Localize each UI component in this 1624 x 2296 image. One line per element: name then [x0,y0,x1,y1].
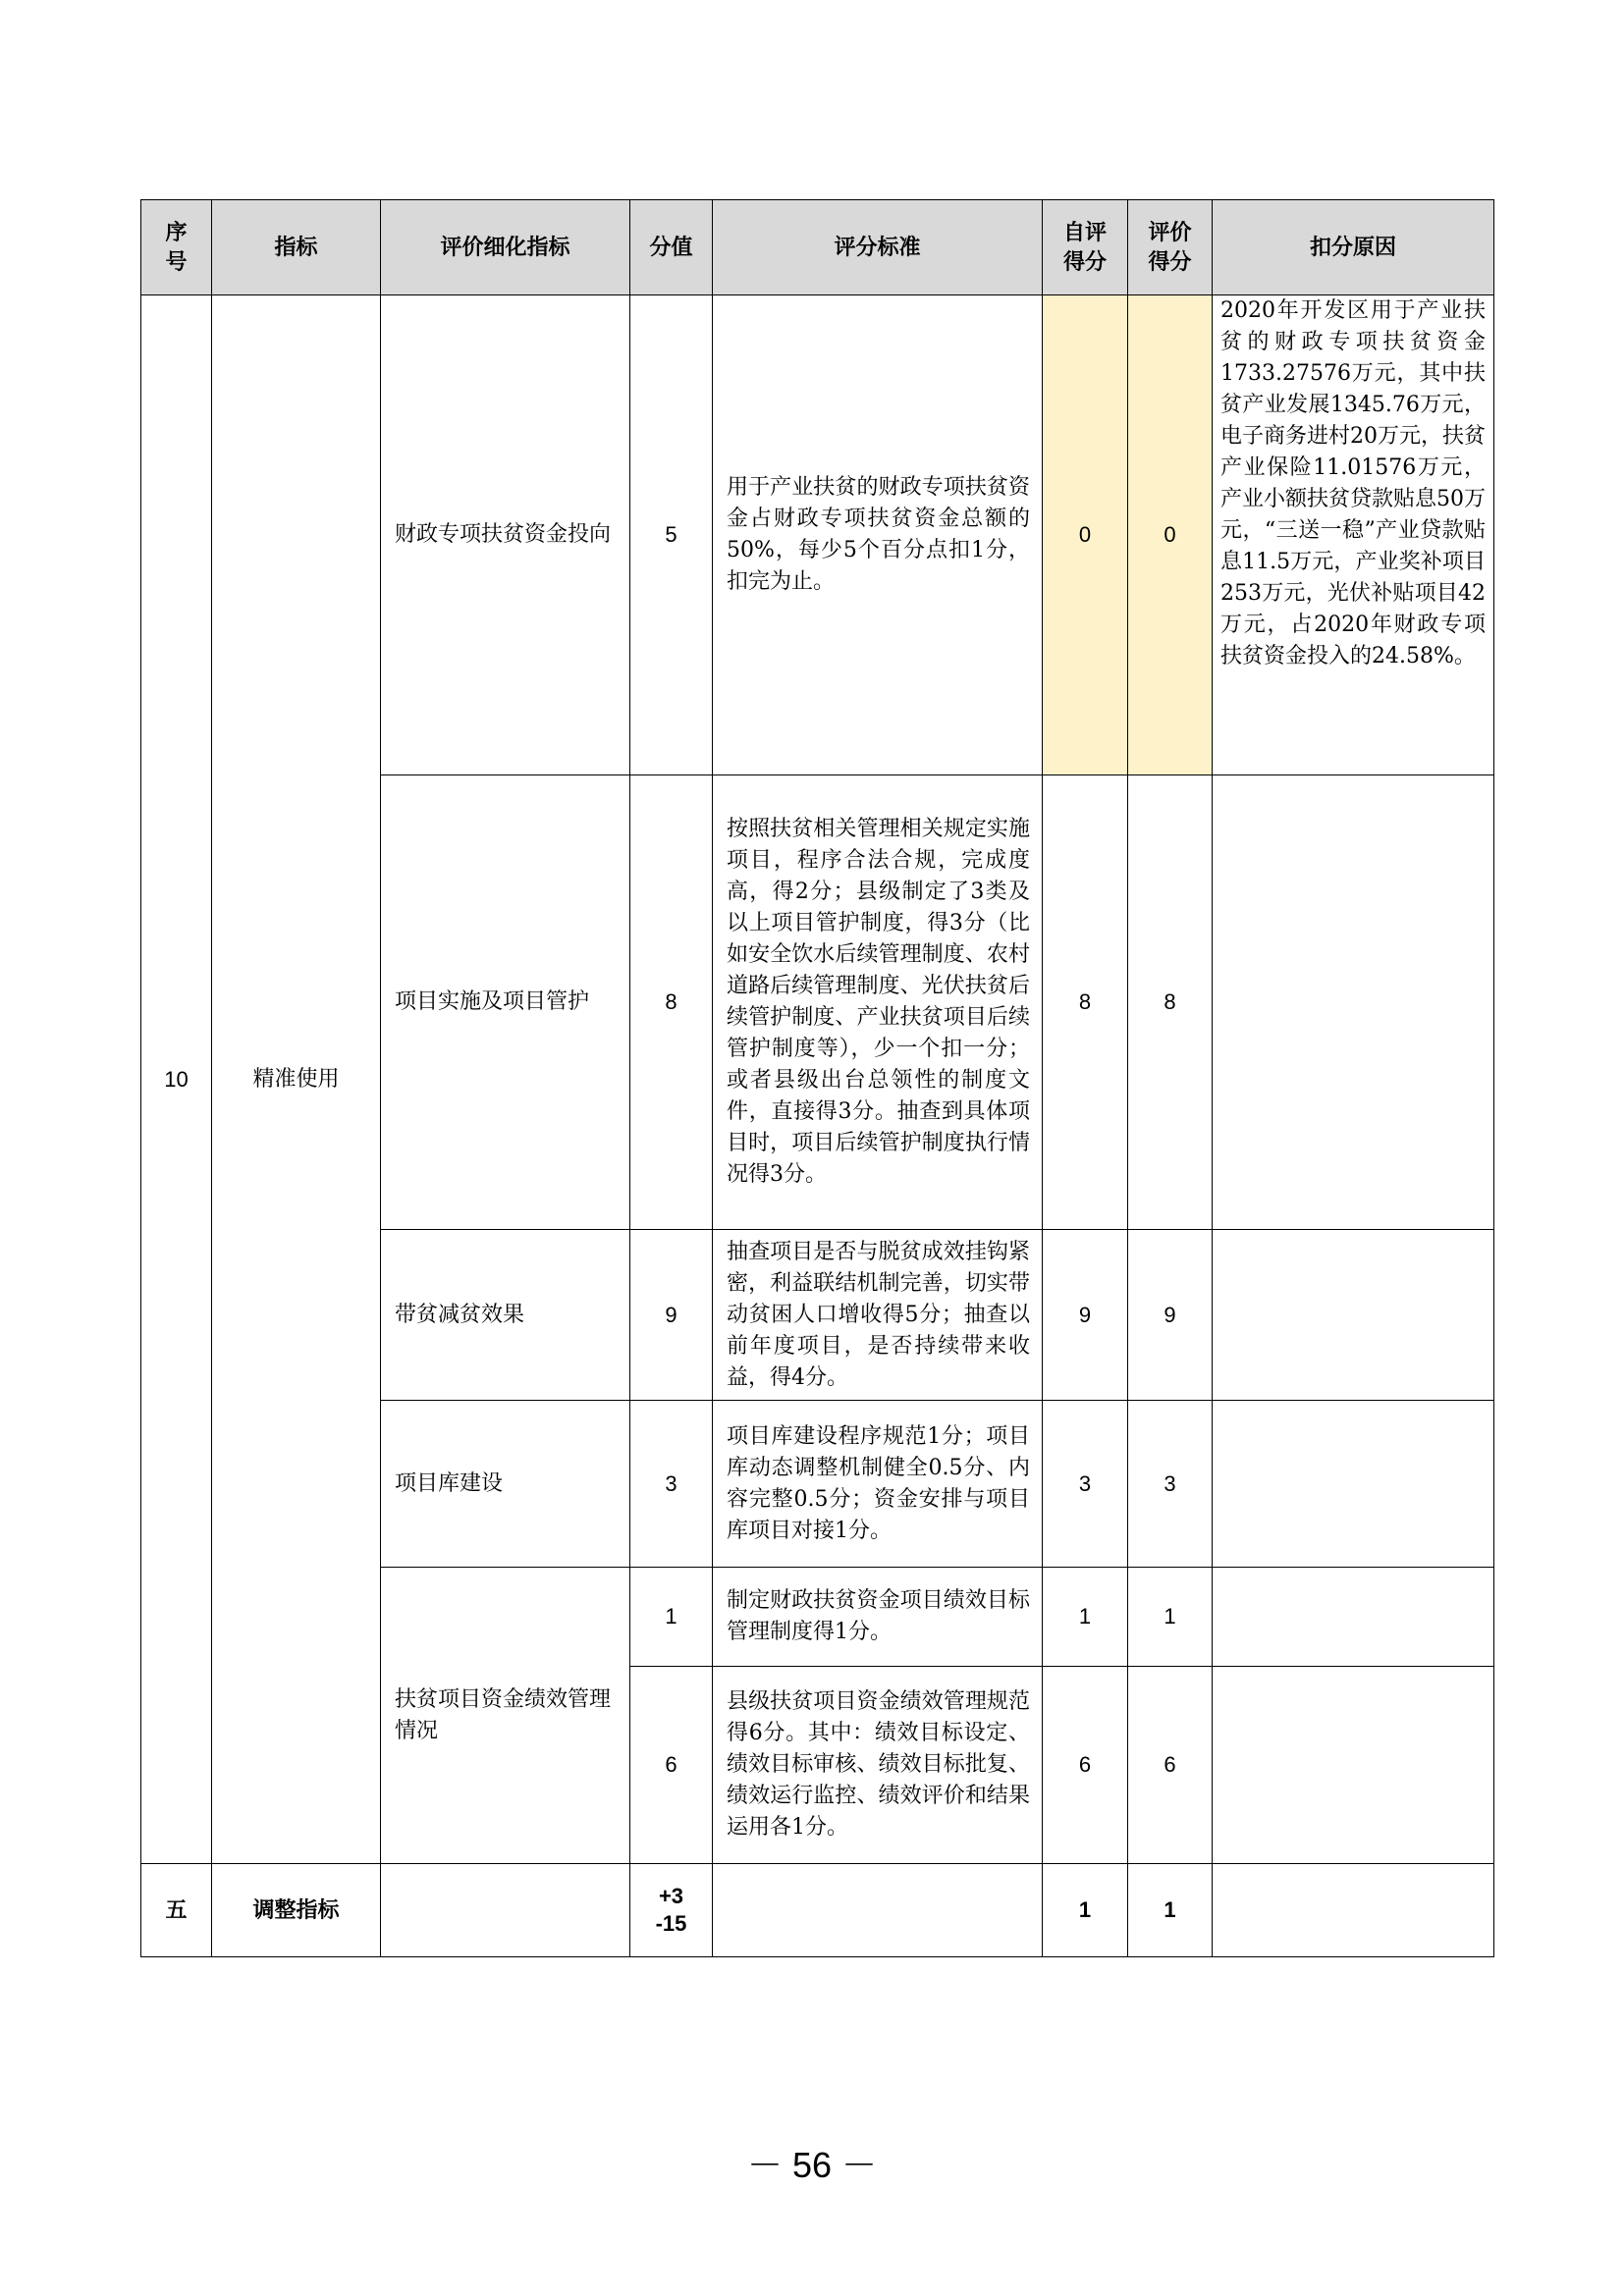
self-score-cell: 1 [1043,1568,1128,1667]
header-eval-score: 评价得分 [1128,200,1213,295]
sub-indicator-cell: 项目库建设 [381,1401,630,1568]
deduction-reason-cell [1213,1230,1494,1401]
eval-score-cell: 1 [1128,1864,1213,1957]
score-value-cell: 8 [630,775,713,1230]
self-score-cell: 3 [1043,1401,1128,1568]
deduction-reason-cell [1213,1864,1494,1957]
score-value-cell [630,1864,713,1957]
criteria-cell: 用于产业扶贫的财政专项扶贫资金占财政专项扶贫资金总额的50%，每少5个百分点扣1分，扣完为止。 [713,295,1043,775]
header-score-value: 分值 [630,200,713,295]
criteria-cell [713,1864,1043,1957]
score-value-cell: 1 [630,1568,713,1667]
self-score-cell: 8 [1043,775,1128,1230]
header-indicator: 指标 [212,200,381,295]
header-sub-indicator: 评价细化指标 [381,200,630,295]
table-row [141,295,1494,775]
deduction-reason-cell: 2020年开发区用于产业扶贫的财政专项扶贫资金1733.27576万元，其中扶贫产业发展1345.76万元，电子商务进村20万元，扶贫产业保险11.01576万元，产业小额扶贫贷款贴息50万元，“三送一稳”产业贷款贴息11.5万元，产业奖补项目253万元，光伏补贴项目42万元，占2020年财政专项扶贫资金投入的24.58%。 [1213,295,1494,775]
self-score-cell: 1 [1043,1864,1128,1957]
deduction-reason-cell [1213,1667,1494,1864]
indicator-cell: 精准使用 [212,295,381,1864]
evaluation-table [140,199,1494,1957]
sub-indicator-cell: 带贫减贫效果 [381,1230,630,1401]
eval-score-cell: 9 [1128,1230,1213,1401]
sub-indicator-cell: 扶贫项目资金绩效管理情况 [381,1568,630,1864]
eval-score-cell: 0 [1128,295,1213,775]
seq-cell: 10 [141,295,212,1864]
eval-score-cell: 6 [1128,1667,1213,1864]
score-value-cell: 6 [630,1667,713,1864]
header-seq: 序号 [141,200,212,295]
header-criteria: 评分标准 [713,200,1043,295]
header-deduction-reason: 扣分原因 [1213,200,1494,295]
seq-cell: 五 [141,1864,212,1957]
table-header-row [141,200,1494,295]
score-value-plus: +3 [658,1884,684,1908]
score-value-minus: -15 [655,1911,687,1936]
criteria-cell: 县级扶贫项目资金绩效管理规范得6分。其中：绩效目标设定、绩效目标审核、绩效目标批复、绩效运行监控、绩效评价和结果运用各1分。 [713,1667,1043,1864]
deduction-reason-cell [1213,775,1494,1230]
criteria-cell: 抽查项目是否与脱贫成效挂钩紧密，利益联结机制完善，切实带动贫困人口增收得5分；抽查以前年度项目，是否持续带来收益，得4分。 [713,1230,1043,1401]
header-self-score: 自评得分 [1043,200,1128,295]
criteria-cell: 按照扶贫相关管理相关规定实施项目，程序合法合规，完成度高，得2分；县级制定了3类及以上项目管护制度，得3分（比如安全饮水后续管理制度、农村道路后续管理制度、光伏扶贫后续管护制度、产业扶贫项目后续管护制度等），少一个扣一分；或者县级出台总领性的制度文件，直接得3分。抽查到具体项目时，项目后续管护制度执行情况得3分。 [713,775,1043,1230]
sub-indicator-cell: 项目实施及项目管护 [381,775,630,1230]
self-score-cell: 0 [1043,295,1128,775]
page-number: － 56 － [746,2145,878,2185]
eval-score-cell: 8 [1128,775,1213,1230]
sub-indicator-cell [381,1864,630,1957]
score-value-cell: 9 [630,1230,713,1401]
eval-score-cell: 1 [1128,1568,1213,1667]
table-row [141,1864,1494,1957]
eval-score-cell: 3 [1128,1401,1213,1568]
self-score-cell: 6 [1043,1667,1128,1864]
score-value-cell: 3 [630,1401,713,1568]
score-value-cell: 5 [630,295,713,775]
indicator-cell: 调整指标 [212,1864,381,1957]
criteria-cell: 制定财政扶贫资金项目绩效目标管理制度得1分。 [713,1568,1043,1667]
deduction-reason-cell [1213,1568,1494,1667]
criteria-cell: 项目库建设程序规范1分；项目库动态调整机制健全0.5分、内容完整0.5分；资金安排与项目库项目对接1分。 [713,1401,1043,1568]
sub-indicator-cell: 财政专项扶贫资金投向 [381,295,630,775]
deduction-reason-cell [1213,1401,1494,1568]
self-score-cell: 9 [1043,1230,1128,1401]
